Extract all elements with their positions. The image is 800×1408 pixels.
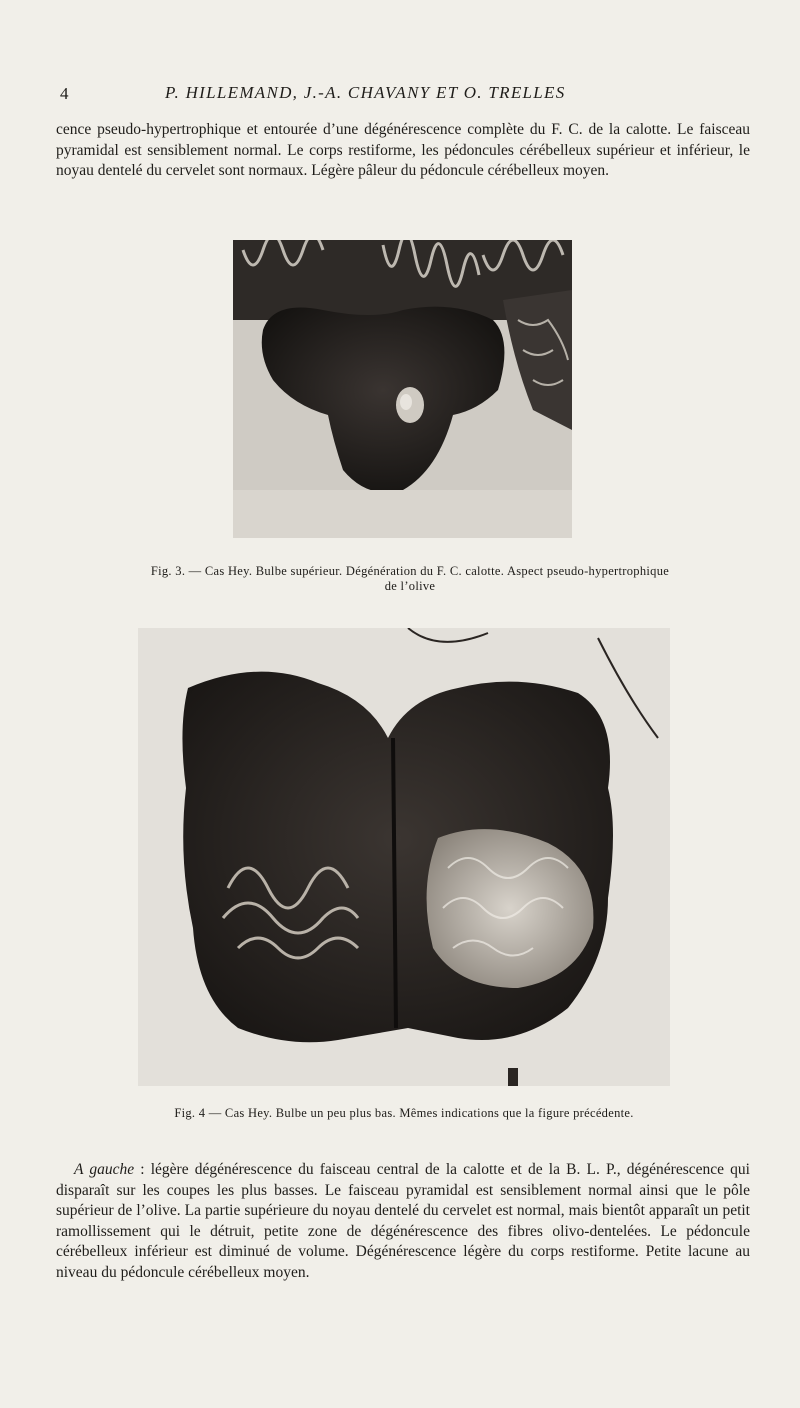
- figure-3-photo: [233, 240, 572, 538]
- figure-4-photo: [138, 628, 670, 1086]
- paragraph-top: cence pseudo-hypertrophique et entourée d’une dégénérescence complète du F. C. de la calotte. Le faisceau pyramidal est sensiblement normal. Le corps restiforme, les pédoncules cérébelleux supérieur et inférieur, le noyau dentelé du cervelet sont normaux. Légère pâleur du pédoncule cérébelleux moyen.: [56, 121, 750, 179]
- paragraph-bottom-body: : légère dégénérescence du faisceau central de la calotte et de la B. L. P., dégénérescence qui disparaît sur les coupes les plus basses. Le faisceau pyramidal est sensiblement normal ainsi que le pôle supérieur de l’olive. La partie supérieure du noyau dentelé du cervelet est normal, mais bientôt apparaît un petit ramollissement qui le détruit, petite zone de dégénérescence des fibres olivo-dentelées. Le pédoncule cérébelleux inférieur est diminué de volume. Dégénérescence légère du corps restiforme. Petite lacune au niveau du pédoncule cérébelleux moyen.: [56, 1161, 750, 1281]
- figure-4-caption: Fig. 4 — Cas Hey. Bulbe un peu plus bas. Mêmes indications que la figure précédente.: [174, 1106, 634, 1120]
- figure-3-caption-line1: Fig. 3. — Cas Hey. Bulbe supérieur. Dégénération du F. C. calotte. Aspect pseudo-hypertrophique: [150, 564, 670, 578]
- page-number: 4: [60, 84, 69, 103]
- figure-3-caption: [60, 564, 760, 594]
- figure-3-caption-line2: de l’olive: [384, 579, 436, 593]
- running-head: P. HILLEMAND, J.-A. CHAVANY ET O. TRELLES: [165, 83, 566, 102]
- paragraph-bottom-lead: A gauche: [74, 1161, 135, 1178]
- paragraph-bottom: [56, 1160, 750, 1283]
